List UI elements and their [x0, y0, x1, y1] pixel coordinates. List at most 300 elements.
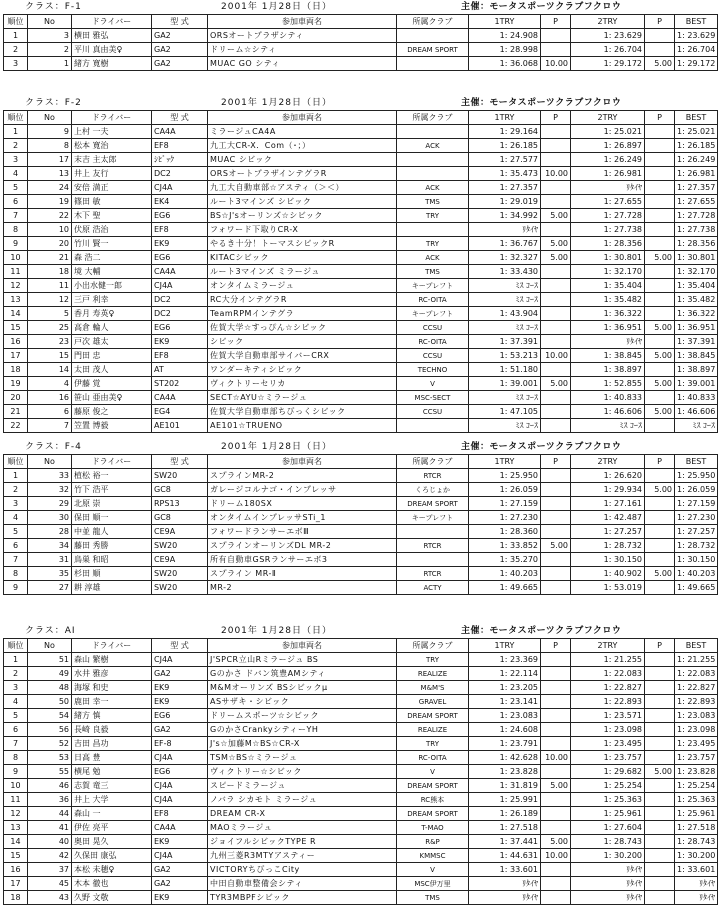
club-cell: R&P: [397, 835, 469, 849]
model-cell: DC2: [152, 167, 208, 181]
driver-cell: 井上 友行: [72, 167, 152, 181]
try2-time-cell: ﾘﾀｲﾔ: [571, 181, 645, 195]
try2-time-cell: 1: 25.021: [571, 125, 645, 139]
table-row: [4, 405, 718, 419]
column-header-rank: 順位: [4, 639, 28, 653]
car-name-cell: オンタイムインプレッサSTi_1: [208, 511, 397, 525]
try2-penalty-cell: [645, 469, 675, 483]
try2-time-cell: 1: 42.487: [571, 511, 645, 525]
model-cell: GA2: [152, 43, 208, 57]
try2-penalty-cell: [645, 237, 675, 251]
model-cell: CA4A: [152, 265, 208, 279]
car-name-cell: オンタイムミラージュ: [208, 279, 397, 293]
driver-cell: 伊佐 亮平: [72, 821, 152, 835]
column-header-car: 参加車両名: [208, 455, 397, 469]
try2-time-cell: 1: 28.732: [571, 539, 645, 553]
try2-time-cell: 1: 53.019: [571, 581, 645, 595]
club-cell: GRAVEL: [397, 695, 469, 709]
club-cell: TRY: [397, 653, 469, 667]
try2-time-cell: 1: 27.604: [571, 821, 645, 835]
club-cell: V: [397, 863, 469, 877]
table-row: [4, 821, 718, 835]
model-cell: GA2: [152, 877, 208, 891]
club-cell: キープレフト: [397, 511, 469, 525]
try2-penalty-cell: 5.00: [645, 57, 675, 71]
rank-cell: 1: [4, 469, 28, 483]
try1-time-cell: 1: 32.327: [469, 251, 541, 265]
event-date: 2001年 1月28日（日）: [221, 98, 332, 108]
number-cell: 55: [28, 765, 72, 779]
try1-time-cell: 1: 35.473: [469, 167, 541, 181]
try1-time-cell: 1: 31.819: [469, 779, 541, 793]
table-row: [4, 469, 718, 483]
organizer-label: 主催：モータスポーツクラブフクロウ: [461, 626, 622, 636]
car-name-cell: フォワード下取りCR-X: [208, 223, 397, 237]
column-header-car: 参加車両名: [208, 111, 397, 125]
rank-cell: 2: [4, 139, 28, 153]
model-cell: AT: [152, 363, 208, 377]
number-cell: 53: [28, 751, 72, 765]
club-cell: TECHNO: [397, 363, 469, 377]
try1-penalty-cell: [541, 307, 571, 321]
driver-cell: 竹下 浩平: [72, 483, 152, 497]
driver-cell: 森山 繁樹: [72, 653, 152, 667]
driver-cell: 志賀 竜三: [72, 779, 152, 793]
best-time-cell: 1: 38.845: [675, 349, 718, 363]
number-cell: 1: [28, 57, 72, 71]
model-cell: CJ4A: [152, 653, 208, 667]
section-a1: [3, 624, 717, 905]
try2-time-cell: 1: 21.255: [571, 653, 645, 667]
number-cell: 48: [28, 681, 72, 695]
try1-time-cell: 1: 27.159: [469, 497, 541, 511]
club-cell: DREAM SPORT: [397, 779, 469, 793]
model-cell: EK9: [152, 835, 208, 849]
number-cell: 8: [28, 139, 72, 153]
column-header-try2: 2TRY: [571, 455, 645, 469]
table-row: [4, 321, 718, 335]
table-header-row: [4, 455, 718, 469]
try2-time-cell: 1: 27.257: [571, 525, 645, 539]
best-time-cell: 1: 40.203: [675, 567, 718, 581]
try2-penalty-cell: [645, 835, 675, 849]
try2-time-cell: 1: 52.855: [571, 377, 645, 391]
column-header-driver: ドライバー: [72, 111, 152, 125]
model-cell: CE9A: [152, 525, 208, 539]
driver-cell: 保田 順一: [72, 511, 152, 525]
car-name-cell: ヴィクトリーセリカ: [208, 377, 397, 391]
model-cell: DC2: [152, 293, 208, 307]
class-label: クラス：F-4: [25, 442, 82, 452]
try2-time-cell: 1: 29.172: [571, 57, 645, 71]
driver-cell: 松本 寛治: [72, 139, 152, 153]
try1-time-cell: 1: 24.608: [469, 723, 541, 737]
try1-penalty-cell: [541, 483, 571, 497]
try2-penalty-cell: 5.00: [645, 405, 675, 419]
try1-penalty-cell: [541, 223, 571, 237]
try2-penalty-cell: [645, 335, 675, 349]
try2-time-cell: 1: 26.249: [571, 153, 645, 167]
table-row: [4, 497, 718, 511]
column-header-p2: P: [645, 639, 675, 653]
column-header-best: BEST: [675, 111, 718, 125]
rank-cell: 6: [4, 723, 28, 737]
event-date: 2001年 1月28日（日）: [221, 626, 332, 636]
try2-penalty-cell: [645, 877, 675, 891]
try1-penalty-cell: [541, 321, 571, 335]
try1-penalty-cell: 5.00: [541, 209, 571, 223]
car-name-cell: TeamRPMインテグラ: [208, 307, 397, 321]
try1-time-cell: 1: 27.518: [469, 821, 541, 835]
column-header-try1: 1TRY: [469, 639, 541, 653]
number-cell: 54: [28, 709, 72, 723]
driver-cell: 高倉 輪人: [72, 321, 152, 335]
try2-time-cell: ﾘﾀｲﾔ: [571, 335, 645, 349]
number-cell: 22: [28, 209, 72, 223]
car-name-cell: ドリーム☆シティ: [208, 43, 397, 57]
driver-cell: 末吉 主太郎: [72, 153, 152, 167]
try2-penalty-cell: [645, 419, 675, 433]
try1-penalty-cell: 5.00: [541, 779, 571, 793]
model-cell: EF-8: [152, 737, 208, 751]
try2-penalty-cell: [645, 891, 675, 905]
best-time-cell: 1: 28.743: [675, 835, 718, 849]
try2-time-cell: ﾐｽ ｺｰｽ: [571, 419, 645, 433]
try1-penalty-cell: [541, 567, 571, 581]
table-row: [4, 793, 718, 807]
try1-penalty-cell: [541, 153, 571, 167]
number-cell: 44: [28, 807, 72, 821]
club-cell: KMMSC: [397, 849, 469, 863]
model-cell: CA4A: [152, 391, 208, 405]
rank-cell: 6: [4, 539, 28, 553]
table-row: [4, 57, 718, 71]
try2-penalty-cell: [645, 307, 675, 321]
try2-penalty-cell: [645, 539, 675, 553]
table-row: [4, 391, 718, 405]
rank-cell: 7: [4, 209, 28, 223]
best-time-cell: 1: 26.249: [675, 153, 718, 167]
club-cell: CCSU: [397, 321, 469, 335]
table-row: [4, 667, 718, 681]
try2-time-cell: 1: 23.629: [571, 29, 645, 43]
table-header-row: [4, 111, 718, 125]
number-cell: 56: [28, 723, 72, 737]
driver-cell: 杉田 順: [72, 567, 152, 581]
rank-cell: 19: [4, 377, 28, 391]
driver-cell: 植松 裕一: [72, 469, 152, 483]
column-header-rank: 順位: [4, 111, 28, 125]
club-cell: DREAM SPORT: [397, 807, 469, 821]
model-cell: GC8: [152, 511, 208, 525]
try1-time-cell: 1: 49.665: [469, 581, 541, 595]
car-name-cell: ワンダーキティシビック: [208, 363, 397, 377]
best-time-cell: 1: 30.150: [675, 553, 718, 567]
best-time-cell: ﾘﾀｲﾔ: [675, 891, 718, 905]
club-cell: RC熊本: [397, 793, 469, 807]
try1-time-cell: 1: 42.628: [469, 751, 541, 765]
try2-time-cell: 1: 46.606: [571, 405, 645, 419]
table-row: [4, 567, 718, 581]
rank-cell: 14: [4, 835, 28, 849]
try1-time-cell: 1: 28.998: [469, 43, 541, 57]
try2-time-cell: ﾘﾀｲﾔ: [571, 863, 645, 877]
driver-cell: 戸次 雄太: [72, 335, 152, 349]
rank-cell: 15: [4, 849, 28, 863]
column-header-p2: P: [645, 111, 675, 125]
rank-cell: 2: [4, 483, 28, 497]
model-cell: EG6: [152, 765, 208, 779]
try1-time-cell: 1: 36.767: [469, 237, 541, 251]
number-cell: 9: [28, 125, 72, 139]
try1-time-cell: 1: 27.577: [469, 153, 541, 167]
model-cell: RPS13: [152, 497, 208, 511]
try2-penalty-cell: [645, 681, 675, 695]
column-header-no: No: [28, 455, 72, 469]
try2-penalty-cell: [645, 525, 675, 539]
section-f1: [3, 0, 717, 71]
driver-cell: 緒方 慎: [72, 709, 152, 723]
rank-cell: 21: [4, 405, 28, 419]
table-row: [4, 807, 718, 821]
rank-cell: 3: [4, 57, 28, 71]
best-time-cell: 1: 30.801: [675, 251, 718, 265]
column-header-try2: 2TRY: [571, 111, 645, 125]
table-row: [4, 251, 718, 265]
column-header-try1: 1TRY: [469, 111, 541, 125]
best-time-cell: 1: 25.021: [675, 125, 718, 139]
column-header-best: BEST: [675, 455, 718, 469]
try2-time-cell: 1: 27.161: [571, 497, 645, 511]
rank-cell: 8: [4, 223, 28, 237]
rank-cell: 4: [4, 167, 28, 181]
table-row: [4, 349, 718, 363]
class-label: クラス：F-2: [25, 98, 82, 108]
try1-penalty-cell: [541, 391, 571, 405]
number-cell: 13: [28, 167, 72, 181]
driver-cell: 久保田 康弘: [72, 849, 152, 863]
driver-cell: 伏原 浩治: [72, 223, 152, 237]
car-name-cell: フォワードランサーエボⅢ: [208, 525, 397, 539]
column-header-p2: P: [645, 455, 675, 469]
car-name-cell: KITACシビック: [208, 251, 397, 265]
rank-cell: 22: [4, 419, 28, 433]
model-cell: CJ4A: [152, 793, 208, 807]
car-name-cell: BS☆J'sオーリンズ☆シビック: [208, 209, 397, 223]
driver-cell: 緒方 寛樹: [72, 57, 152, 71]
car-name-cell: 佐賀大学自動車部ちびっくシビック: [208, 405, 397, 419]
driver-cell: 門田 忠: [72, 349, 152, 363]
column-header-driver: ドライバー: [72, 455, 152, 469]
table-row: [4, 335, 718, 349]
table-row: [4, 377, 718, 391]
try1-penalty-cell: 5.00: [541, 835, 571, 849]
club-cell: V: [397, 765, 469, 779]
try2-penalty-cell: [645, 793, 675, 807]
club-cell: キープレフト: [397, 307, 469, 321]
best-time-cell: 1: 35.404: [675, 279, 718, 293]
model-cell: CA4A: [152, 821, 208, 835]
try1-time-cell: 1: 53.213: [469, 349, 541, 363]
rank-cell: 18: [4, 891, 28, 905]
best-time-cell: 1: 26.704: [675, 43, 718, 57]
column-header-model: 型 式: [152, 15, 208, 29]
driver-cell: 鳥巣 和昭: [72, 553, 152, 567]
number-cell: 28: [28, 525, 72, 539]
column-header-driver: ドライバー: [72, 639, 152, 653]
driver-cell: 久野 文敬: [72, 891, 152, 905]
try1-penalty-cell: [541, 497, 571, 511]
best-time-cell: 1: 46.606: [675, 405, 718, 419]
try2-penalty-cell: [645, 43, 675, 57]
model-cell: EK4: [152, 195, 208, 209]
column-header-rank: 順位: [4, 455, 28, 469]
best-time-cell: 1: 27.230: [675, 511, 718, 525]
try1-time-cell: 1: 34.992: [469, 209, 541, 223]
best-time-cell: 1: 22.083: [675, 667, 718, 681]
model-cell: EK9: [152, 681, 208, 695]
number-cell: 29: [28, 497, 72, 511]
rank-cell: 9: [4, 237, 28, 251]
table-row: [4, 139, 718, 153]
best-time-cell: 1: 27.257: [675, 525, 718, 539]
try1-penalty-cell: 10.00: [541, 167, 571, 181]
try2-time-cell: ﾘﾀｲﾔ: [571, 877, 645, 891]
section-header: [3, 0, 717, 14]
column-header-p1: P: [541, 15, 571, 29]
number-cell: 34: [28, 539, 72, 553]
model-cell: SW20: [152, 567, 208, 581]
rank-cell: 3: [4, 681, 28, 695]
rank-cell: 10: [4, 779, 28, 793]
try2-time-cell: 1: 28.743: [571, 835, 645, 849]
driver-cell: 平川 真由美♀: [72, 43, 152, 57]
best-time-cell: ﾐｽ ｺｰｽ: [675, 419, 718, 433]
model-cell: CJ4A: [152, 849, 208, 863]
table-row: [4, 265, 718, 279]
rank-cell: 17: [4, 349, 28, 363]
driver-cell: 木下 聖: [72, 209, 152, 223]
rank-cell: 5: [4, 709, 28, 723]
best-time-cell: 1: 35.482: [675, 293, 718, 307]
number-cell: 42: [28, 849, 72, 863]
best-time-cell: 1: 33.601: [675, 863, 718, 877]
try2-time-cell: 1: 30.150: [571, 553, 645, 567]
try1-penalty-cell: [541, 667, 571, 681]
try2-time-cell: 1: 22.827: [571, 681, 645, 695]
best-time-cell: ﾘﾀｲﾔ: [675, 877, 718, 891]
number-cell: 7: [28, 419, 72, 433]
number-cell: 32: [28, 483, 72, 497]
number-cell: 49: [28, 667, 72, 681]
try2-time-cell: 1: 27.728: [571, 209, 645, 223]
best-time-cell: 1: 36.951: [675, 321, 718, 335]
try2-penalty-cell: [645, 195, 675, 209]
try1-time-cell: ﾐｽ ｺｰｽ: [469, 419, 541, 433]
table-row: [4, 293, 718, 307]
try2-time-cell: ﾘﾀｲﾔ: [571, 891, 645, 905]
club-cell: DREAM SPORT: [397, 709, 469, 723]
try2-time-cell: 1: 27.738: [571, 223, 645, 237]
rank-cell: 1: [4, 125, 28, 139]
best-time-cell: 1: 25.950: [675, 469, 718, 483]
number-cell: 23: [28, 335, 72, 349]
rank-cell: 8: [4, 751, 28, 765]
number-cell: 45: [28, 877, 72, 891]
table-row: [4, 29, 718, 43]
column-header-try2: 2TRY: [571, 15, 645, 29]
column-header-best: BEST: [675, 15, 718, 29]
car-name-cell: スプラインMR-2: [208, 469, 397, 483]
try1-penalty-cell: [541, 821, 571, 835]
try2-penalty-cell: [645, 223, 675, 237]
model-cell: EG6: [152, 321, 208, 335]
best-time-cell: 1: 25.363: [675, 793, 718, 807]
try1-time-cell: 1: 25.950: [469, 469, 541, 483]
try1-penalty-cell: [541, 695, 571, 709]
number-cell: 14: [28, 363, 72, 377]
try2-time-cell: 1: 29.934: [571, 483, 645, 497]
try2-penalty-cell: [645, 581, 675, 595]
club-cell: TMS: [397, 891, 469, 905]
rank-cell: 15: [4, 321, 28, 335]
best-time-cell: 1: 29.172: [675, 57, 718, 71]
best-time-cell: 1: 22.893: [675, 695, 718, 709]
club-cell: TRY: [397, 737, 469, 751]
try2-time-cell: 1: 38.845: [571, 349, 645, 363]
rank-cell: 1: [4, 653, 28, 667]
try2-time-cell: 1: 28.356: [571, 237, 645, 251]
car-name-cell: 九州三菱R3MTYアスティー: [208, 849, 397, 863]
try2-penalty-cell: 5.00: [645, 567, 675, 581]
driver-cell: 竹川 賢一: [72, 237, 152, 251]
table-row: [4, 511, 718, 525]
car-name-cell: スピードミラージュ: [208, 779, 397, 793]
best-time-cell: 1: 27.738: [675, 223, 718, 237]
column-header-driver: ドライバー: [72, 15, 152, 29]
column-header-car: 参加車両名: [208, 639, 397, 653]
rank-cell: 18: [4, 363, 28, 377]
try1-time-cell: 1: 44.631: [469, 849, 541, 863]
best-time-cell: 1: 27.728: [675, 209, 718, 223]
table-row: [4, 751, 718, 765]
best-time-cell: 1: 39.001: [675, 377, 718, 391]
rank-cell: 2: [4, 667, 28, 681]
try1-penalty-cell: [541, 181, 571, 195]
club-cell: M&M'S: [397, 681, 469, 695]
try2-time-cell: 1: 36.951: [571, 321, 645, 335]
club-cell: TMS: [397, 195, 469, 209]
number-cell: 11: [28, 279, 72, 293]
try1-time-cell: ﾐｽ ｺｰｽ: [469, 279, 541, 293]
driver-cell: 海塚 和史: [72, 681, 152, 695]
car-name-cell: TYR3MBPFシビック: [208, 891, 397, 905]
best-time-cell: 1: 27.655: [675, 195, 718, 209]
table-row: [4, 891, 718, 905]
class-label: クラス：AⅠ: [25, 626, 76, 636]
rank-cell: 1: [4, 29, 28, 43]
try2-time-cell: 1: 22.893: [571, 695, 645, 709]
driver-cell: 奥田 晃久: [72, 835, 152, 849]
driver-cell: 日高 豊: [72, 751, 152, 765]
car-name-cell: ORSオートプラザシティ: [208, 29, 397, 43]
driver-cell: 吉田 昌功: [72, 737, 152, 751]
try2-penalty-cell: [645, 723, 675, 737]
try2-time-cell: 1: 25.961: [571, 807, 645, 821]
try2-time-cell: 1: 26.704: [571, 43, 645, 57]
try2-penalty-cell: [645, 209, 675, 223]
try1-penalty-cell: [541, 29, 571, 43]
